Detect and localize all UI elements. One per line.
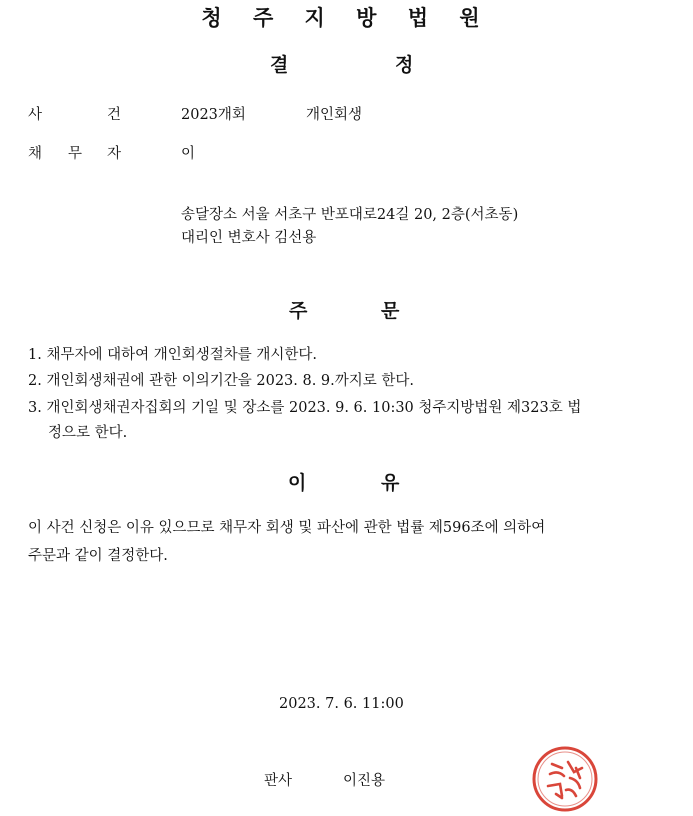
order-item-1: 1. 채무자에 대하여 개인회생절차를 개시한다. bbox=[28, 347, 318, 363]
doc-title-left: 결 bbox=[270, 54, 289, 76]
case-number: 2023개회 bbox=[181, 107, 246, 123]
reason-line-2: 주문과 같이 결정한다. bbox=[28, 548, 168, 564]
order-item-3-continued: 정으로 한다. bbox=[48, 425, 128, 441]
case-label-1: 사 bbox=[28, 107, 43, 123]
order-item-3: 3. 개인회생채권자집회의 기일 및 장소를 2023. 9. 6. 10:30 청주지방법원 제323호 법 bbox=[28, 400, 582, 416]
order-heading-left: 주 bbox=[289, 300, 308, 322]
order-heading-right: 문 bbox=[381, 300, 400, 322]
judge-seal-icon bbox=[530, 744, 600, 814]
decision-date: 2023. 7. 6. 11:00 bbox=[279, 696, 404, 712]
service-address: 송달장소 서울 서초구 반포대로24길 20, 2층(서초동) bbox=[181, 207, 519, 223]
case-label-2: 건 bbox=[107, 107, 122, 123]
debtor-name: 이 bbox=[181, 146, 196, 162]
doc-title-right: 정 bbox=[395, 54, 414, 76]
reason-heading-right: 유 bbox=[381, 472, 400, 494]
case-type: 개인회생 bbox=[306, 107, 363, 123]
judge-name: 이진용 bbox=[343, 773, 386, 789]
order-item-2: 2. 개인회생채권에 관한 이의기간을 2023. 8. 9.까지로 한다. bbox=[28, 373, 415, 389]
reason-heading-left: 이 bbox=[288, 472, 307, 494]
debtor-label-1: 채 bbox=[28, 146, 43, 162]
debtor-label-3: 자 bbox=[107, 146, 122, 162]
reason-line-1: 이 사건 신청은 이유 있으므로 채무자 회생 및 파산에 관한 법률 제596조에 의하여 bbox=[28, 520, 546, 536]
court-title: 청 주 지 방 법 원 bbox=[201, 6, 492, 30]
judge-title: 판사 bbox=[264, 773, 293, 789]
debtor-label-2: 무 bbox=[68, 146, 83, 162]
legal-agent: 대리인 변호사 김선용 bbox=[181, 230, 317, 246]
